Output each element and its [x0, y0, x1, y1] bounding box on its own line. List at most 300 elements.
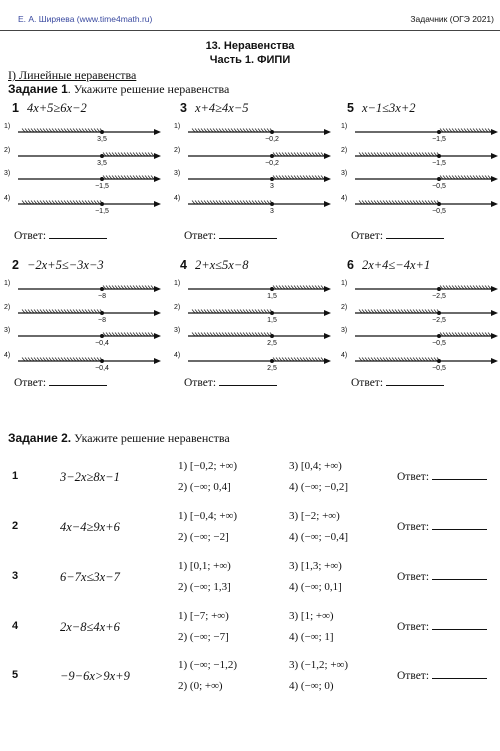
- hatch-mark: [485, 286, 488, 289]
- hatch-mark: [476, 286, 479, 289]
- hatch-mark: [431, 358, 434, 361]
- choice-3[interactable]: 3) (−1,2; +∞): [289, 659, 349, 671]
- choice-2[interactable]: 2) (−∞; 1,3]: [178, 581, 231, 593]
- hatch-mark: [368, 358, 371, 361]
- hatch-mark: [395, 358, 398, 361]
- hatch-mark: [461, 286, 464, 289]
- hatch-mark: [321, 286, 324, 289]
- hatch-mark: [28, 129, 31, 132]
- number-line: [14, 174, 164, 184]
- option-number: 4): [4, 195, 11, 202]
- answer-option[interactable]: [174, 304, 334, 330]
- hatch-mark: [40, 129, 43, 132]
- hatch-mark: [392, 358, 395, 361]
- answer-field[interactable]: Ответ:: [184, 230, 277, 242]
- option-number: 1): [4, 123, 11, 130]
- answer-field[interactable]: Ответ:: [351, 377, 444, 389]
- hatch-mark: [398, 201, 401, 204]
- answer-option[interactable]: [4, 327, 164, 353]
- hatch-mark: [392, 310, 395, 313]
- tick-label: −8: [98, 293, 106, 300]
- hatch-mark: [294, 286, 297, 289]
- hatch-mark: [362, 310, 365, 313]
- hatch-mark: [488, 333, 491, 336]
- answer-field[interactable]: Ответ:: [397, 471, 487, 483]
- choice-2[interactable]: 2) (−∞; −2]: [178, 531, 229, 543]
- hatch-mark: [383, 358, 386, 361]
- hatch-mark: [464, 286, 467, 289]
- boundary-point: [437, 130, 441, 134]
- hatch-mark: [449, 333, 452, 336]
- hatch-mark: [195, 201, 198, 204]
- answer-field[interactable]: Ответ:: [184, 377, 277, 389]
- number-line: [184, 308, 334, 318]
- hatch-mark: [106, 333, 109, 336]
- hatch-mark: [240, 129, 243, 132]
- hatch-mark: [252, 201, 255, 204]
- hatch-mark: [192, 129, 195, 132]
- hatch-mark: [231, 310, 234, 313]
- hatch-mark: [428, 201, 431, 204]
- hatch-mark: [315, 286, 318, 289]
- hatch-mark: [52, 201, 55, 204]
- tick-label: −0,2: [265, 136, 279, 143]
- tick-label: −0,5: [432, 340, 446, 347]
- hatch-mark: [249, 201, 252, 204]
- hatch-mark: [303, 176, 306, 179]
- hatch-mark: [321, 153, 324, 156]
- hatch-mark: [297, 176, 300, 179]
- tick-label: 3,5: [97, 136, 107, 143]
- task2-row-1: [0, 458, 500, 502]
- hatch-mark: [365, 201, 368, 204]
- hatch-mark: [151, 176, 154, 179]
- hatch-mark: [246, 310, 249, 313]
- answer-option[interactable]: [4, 147, 164, 173]
- hatch-mark: [85, 358, 88, 361]
- boundary-point: [270, 311, 274, 315]
- hatch-mark: [398, 310, 401, 313]
- hatch-mark: [482, 129, 485, 132]
- choice-3[interactable]: 3) [1; +∞): [289, 610, 334, 622]
- hatch-mark: [195, 310, 198, 313]
- hatch-mark: [40, 201, 43, 204]
- hatch-mark: [413, 201, 416, 204]
- option-number: 4): [341, 195, 348, 202]
- hatch-mark: [473, 176, 476, 179]
- hatch-mark: [198, 201, 201, 204]
- axis-arrow: [491, 310, 498, 316]
- hatch-mark: [28, 310, 31, 313]
- choice-4[interactable]: 4) (−∞; −0,2]: [289, 481, 349, 493]
- hatch-mark: [321, 176, 324, 179]
- answer-option[interactable]: [174, 170, 334, 196]
- hatch-mark: [470, 129, 473, 132]
- hatch-mark: [237, 333, 240, 336]
- option-number: 2): [4, 147, 11, 154]
- hatch-mark: [109, 176, 112, 179]
- tick-label: 1,5: [267, 317, 277, 324]
- hatch-mark: [240, 201, 243, 204]
- axis-arrow: [491, 286, 498, 292]
- hatch-mark: [109, 333, 112, 336]
- hatch-mark: [225, 333, 228, 336]
- hatch-mark: [49, 201, 52, 204]
- choice-1[interactable]: 1) [−7; +∞): [178, 610, 229, 622]
- answer-option[interactable]: [341, 280, 500, 306]
- hatch-mark: [58, 201, 61, 204]
- hatch-mark: [479, 176, 482, 179]
- choice-4[interactable]: 4) (−∞; 0): [289, 680, 334, 692]
- axis-arrow: [324, 201, 331, 207]
- axis-arrow: [324, 333, 331, 339]
- hatch-mark: [118, 286, 121, 289]
- answer-option[interactable]: [341, 123, 500, 149]
- option-number: 4): [341, 352, 348, 359]
- boundary-point: [437, 311, 441, 315]
- number-line: [184, 356, 334, 366]
- choice-2[interactable]: 2) (−∞; 0,4]: [178, 481, 231, 493]
- hatch-mark: [70, 310, 73, 313]
- hatch-mark: [392, 201, 395, 204]
- hatch-mark: [282, 358, 285, 361]
- hatch-mark: [261, 333, 264, 336]
- answer-option[interactable]: [341, 304, 500, 330]
- hatch-mark: [46, 201, 49, 204]
- answer-option[interactable]: [4, 195, 164, 221]
- hatch-mark: [64, 310, 67, 313]
- hatch-mark: [106, 153, 109, 156]
- number-line: [351, 151, 500, 161]
- hatch-mark: [401, 310, 404, 313]
- hatch-mark: [142, 333, 145, 336]
- hatch-mark: [294, 153, 297, 156]
- hatch-mark: [55, 310, 58, 313]
- answer-option[interactable]: [174, 327, 334, 353]
- answer-field[interactable]: Ответ:: [14, 377, 107, 389]
- hatch-mark: [452, 286, 455, 289]
- hatch-mark: [288, 286, 291, 289]
- hatch-mark: [88, 358, 91, 361]
- hatch-mark: [139, 333, 142, 336]
- hatch-mark: [470, 286, 473, 289]
- answer-option[interactable]: [341, 195, 500, 221]
- hatch-mark: [318, 176, 321, 179]
- hatch-mark: [318, 286, 321, 289]
- answer-option[interactable]: [4, 170, 164, 196]
- number-line: [184, 127, 334, 137]
- tick-label: −0,5: [432, 208, 446, 215]
- option-number: 3): [341, 170, 348, 177]
- hatch-mark: [201, 129, 204, 132]
- choice-1[interactable]: 1) (−∞; −1,2): [178, 659, 238, 671]
- hatch-mark: [282, 153, 285, 156]
- hatch-mark: [133, 176, 136, 179]
- choice-1[interactable]: 1) [0,1; +∞): [178, 560, 231, 572]
- hatch-mark: [359, 310, 362, 313]
- hatch-mark: [225, 201, 228, 204]
- hatch-mark: [419, 201, 422, 204]
- choice-3[interactable]: 3) [1,3; +∞): [289, 560, 342, 572]
- hatch-mark: [243, 333, 246, 336]
- choice-3[interactable]: 3) [−2; +∞): [289, 510, 340, 522]
- hatch-mark: [91, 201, 94, 204]
- hatch-mark: [127, 286, 130, 289]
- hatch-mark: [488, 176, 491, 179]
- choice-3[interactable]: 3) [0,4; +∞): [289, 460, 342, 472]
- hatch-mark: [97, 201, 100, 204]
- axis-arrow: [324, 310, 331, 316]
- answer-option[interactable]: [174, 195, 334, 221]
- hatch-mark: [115, 286, 118, 289]
- hatch-mark: [204, 201, 207, 204]
- hatch-mark: [413, 358, 416, 361]
- hatch-mark: [88, 129, 91, 132]
- row-number: 5: [12, 669, 19, 681]
- hatch-mark: [458, 129, 461, 132]
- axis-arrow: [324, 153, 331, 159]
- hatch-mark: [142, 153, 145, 156]
- hatch-mark: [133, 333, 136, 336]
- answer-field[interactable]: Ответ:: [14, 230, 107, 242]
- hatch-mark: [37, 129, 40, 132]
- answer-option[interactable]: [4, 280, 164, 306]
- boundary-point: [437, 334, 441, 338]
- choice-4[interactable]: 4) (−∞; 0,1]: [289, 581, 342, 593]
- axis-arrow: [154, 333, 161, 339]
- hatch-mark: [91, 358, 94, 361]
- hatch-mark: [312, 176, 315, 179]
- hatch-mark: [43, 310, 46, 313]
- answer-option[interactable]: [174, 280, 334, 306]
- hatch-mark: [127, 176, 130, 179]
- hatch-mark: [249, 129, 252, 132]
- answer-option[interactable]: [174, 352, 334, 378]
- hatch-mark: [55, 358, 58, 361]
- answer-option[interactable]: [174, 147, 334, 173]
- hatch-mark: [243, 129, 246, 132]
- hatch-mark: [240, 333, 243, 336]
- choice-4[interactable]: 4) (−∞; 1]: [289, 631, 334, 643]
- hatch-mark: [234, 310, 237, 313]
- hatch-mark: [213, 129, 216, 132]
- hatch-mark: [404, 358, 407, 361]
- number-line: [14, 356, 164, 366]
- hatch-mark: [124, 153, 127, 156]
- hatch-mark: [82, 310, 85, 313]
- hatch-mark: [49, 129, 52, 132]
- hatch-mark: [25, 358, 28, 361]
- hatch-mark: [94, 358, 97, 361]
- hatch-mark: [210, 333, 213, 336]
- boundary-point: [437, 202, 441, 206]
- hatch-mark: [124, 286, 127, 289]
- boundary-point: [270, 177, 274, 181]
- option-number: 2): [174, 147, 181, 154]
- axis-arrow: [491, 129, 498, 135]
- hatch-mark: [467, 129, 470, 132]
- hatch-mark: [70, 129, 73, 132]
- number-line: [351, 199, 500, 209]
- hatch-mark: [151, 286, 154, 289]
- hatch-mark: [198, 333, 201, 336]
- hatch-mark: [121, 153, 124, 156]
- hatch-mark: [94, 310, 97, 313]
- hatch-mark: [410, 153, 413, 156]
- option-number: 2): [341, 304, 348, 311]
- hatch-mark: [64, 358, 67, 361]
- boundary-point: [100, 154, 104, 158]
- hatch-mark: [31, 201, 34, 204]
- hatch-mark: [142, 286, 145, 289]
- hatch-mark: [255, 129, 258, 132]
- row-number: 4: [12, 620, 19, 632]
- hatch-mark: [112, 333, 115, 336]
- hatch-mark: [431, 310, 434, 313]
- hatch-mark: [79, 310, 82, 313]
- axis-arrow: [324, 358, 331, 364]
- hatch-mark: [249, 310, 252, 313]
- hatch-mark: [321, 358, 324, 361]
- hatch-mark: [413, 153, 416, 156]
- answer-option[interactable]: [341, 352, 500, 378]
- task2-row-2: [0, 508, 500, 552]
- hatch-mark: [422, 358, 425, 361]
- number-line: [351, 174, 500, 184]
- hatch-mark: [401, 358, 404, 361]
- hatch-mark: [130, 286, 133, 289]
- row-inequality: 2x−8≤4x+6: [60, 620, 120, 634]
- hatch-mark: [464, 129, 467, 132]
- hatch-mark: [115, 176, 118, 179]
- hatch-mark: [374, 358, 377, 361]
- option-number: 1): [174, 280, 181, 287]
- choice-1[interactable]: 1) [−0,4; +∞): [178, 510, 238, 522]
- hatch-mark: [359, 153, 362, 156]
- hatch-mark: [118, 153, 121, 156]
- answer-option[interactable]: [341, 170, 500, 196]
- axis-arrow: [154, 358, 161, 364]
- hatch-mark: [124, 176, 127, 179]
- hatch-mark: [407, 358, 410, 361]
- hatch-mark: [216, 333, 219, 336]
- hatch-mark: [61, 201, 64, 204]
- hatch-mark: [246, 201, 249, 204]
- hatch-mark: [31, 310, 34, 313]
- hatch-mark: [291, 153, 294, 156]
- hatch-mark: [148, 176, 151, 179]
- hatch-mark: [207, 129, 210, 132]
- header-book: Задачник (ОГЭ 2021): [410, 14, 494, 24]
- hatch-mark: [449, 286, 452, 289]
- hatch-mark: [64, 129, 67, 132]
- hatch-mark: [133, 286, 136, 289]
- boundary-point: [100, 334, 104, 338]
- hatch-mark: [55, 201, 58, 204]
- hatch-mark: [22, 201, 25, 204]
- hatch-mark: [58, 129, 61, 132]
- hatch-mark: [237, 201, 240, 204]
- hatch-mark: [362, 358, 365, 361]
- hatch-mark: [25, 310, 28, 313]
- hatch-mark: [76, 310, 79, 313]
- choice-2[interactable]: 2) (−∞; −7]: [178, 631, 229, 643]
- axis-arrow: [324, 129, 331, 135]
- hatch-mark: [85, 310, 88, 313]
- hatch-mark: [300, 286, 303, 289]
- option-number: 3): [174, 327, 181, 334]
- hatch-mark: [76, 129, 79, 132]
- hatch-mark: [464, 333, 467, 336]
- number-line: [184, 151, 334, 161]
- answer-field[interactable]: Ответ:: [397, 571, 487, 583]
- hatch-mark: [488, 286, 491, 289]
- choice-4[interactable]: 4) (−∞; −0,4]: [289, 531, 349, 543]
- hatch-mark: [365, 358, 368, 361]
- choice-1[interactable]: 1) [−0,2; +∞): [178, 460, 238, 472]
- answer-option[interactable]: [174, 123, 334, 149]
- answer-field[interactable]: Ответ:: [351, 230, 444, 242]
- hatch-mark: [383, 310, 386, 313]
- hatch-mark: [231, 201, 234, 204]
- answer-field[interactable]: Ответ:: [397, 621, 487, 633]
- hatch-mark: [443, 129, 446, 132]
- option-number: 1): [4, 280, 11, 287]
- boundary-point: [437, 177, 441, 181]
- hatch-mark: [22, 358, 25, 361]
- hatch-mark: [228, 201, 231, 204]
- answer-field[interactable]: Ответ:: [397, 670, 487, 682]
- hatch-mark: [192, 333, 195, 336]
- hatch-mark: [216, 201, 219, 204]
- row-number: 1: [12, 470, 19, 482]
- hatch-mark: [401, 201, 404, 204]
- hatch-mark: [467, 176, 470, 179]
- choice-2[interactable]: 2) (0; +∞): [178, 680, 223, 692]
- boundary-point: [437, 154, 441, 158]
- number-line: [184, 199, 334, 209]
- boundary-point: [100, 202, 104, 206]
- answer-option[interactable]: [4, 352, 164, 378]
- hatch-mark: [309, 286, 312, 289]
- hatch-mark: [407, 201, 410, 204]
- number-line: [351, 331, 500, 341]
- hatch-mark: [416, 153, 419, 156]
- hatch-mark: [359, 358, 362, 361]
- hatch-mark: [309, 176, 312, 179]
- number-line: [14, 308, 164, 318]
- hatch-mark: [73, 129, 76, 132]
- hatch-mark: [25, 129, 28, 132]
- number-line: [14, 127, 164, 137]
- answer-option[interactable]: [4, 123, 164, 149]
- task2-row-5: [0, 657, 500, 701]
- hatch-mark: [142, 176, 145, 179]
- hatch-mark: [258, 310, 261, 313]
- section-heading: I) Линейные неравенства: [8, 68, 137, 82]
- hatch-mark: [109, 153, 112, 156]
- hatch-mark: [488, 129, 491, 132]
- hatch-mark: [279, 176, 282, 179]
- answer-field[interactable]: Ответ:: [397, 521, 487, 533]
- answer-option[interactable]: [4, 304, 164, 330]
- answer-option[interactable]: [341, 327, 500, 353]
- answer-option[interactable]: [341, 147, 500, 173]
- hatch-mark: [315, 153, 318, 156]
- header-divider: [0, 30, 500, 31]
- hatch-mark: [279, 358, 282, 361]
- hatch-mark: [380, 358, 383, 361]
